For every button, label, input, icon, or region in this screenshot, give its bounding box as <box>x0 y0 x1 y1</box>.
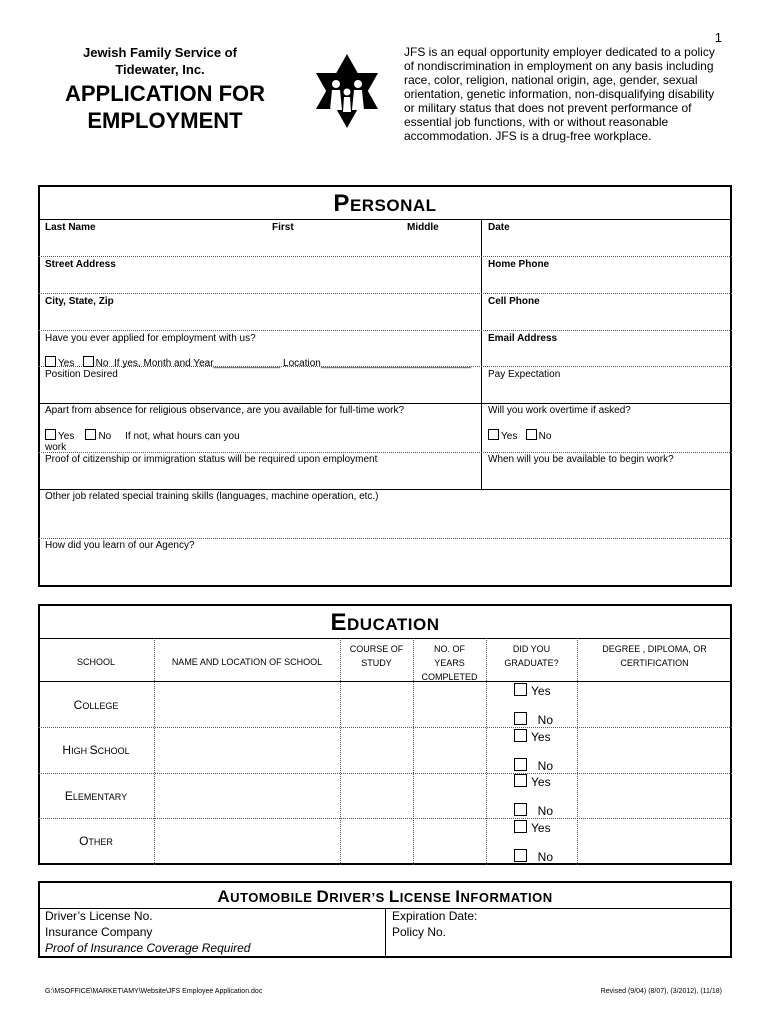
special-skills-field[interactable]: Other job related special training skills (languages, machine operation, etc.) <box>45 491 379 502</box>
insurance-proof-notice: Proof of Insurance Coverage Required <box>45 941 251 955</box>
elementary-graduate-no: No <box>514 803 553 818</box>
highschool-yes-checkbox[interactable] <box>514 729 527 742</box>
revision-info: Revised (9/04) (8/07), (3/2012), (11/18) <box>600 988 722 995</box>
position-desired-field[interactable]: Position Desired <box>45 369 118 380</box>
highschool-no-checkbox[interactable] <box>514 758 527 771</box>
insurance-company-field[interactable]: Insurance Company <box>45 925 153 939</box>
applied-no-label: No <box>95 358 109 369</box>
overtime-no-checkbox[interactable] <box>526 429 537 440</box>
org-line-2: Tidewater, Inc. <box>115 62 205 77</box>
citizenship-notice: Proof of citizenship or immigration status will be required upon employment <box>45 454 378 465</box>
personal-heading: PERSONAL <box>333 190 437 217</box>
begin-work-field[interactable]: When will you be available to begin work? <box>488 454 674 465</box>
applied-before-options <box>45 356 471 369</box>
first-name-field[interactable]: First <box>272 222 294 233</box>
pay-expectation-field[interactable]: Pay Expectation <box>488 369 561 380</box>
highschool-graduate-no: No <box>514 758 553 773</box>
overtime-no-label: No <box>538 431 552 442</box>
date-field[interactable]: Date <box>488 222 510 233</box>
col-name-header: NAME AND LOCATION OF SCHOOL <box>171 657 323 667</box>
page-number: 1 <box>714 30 722 45</box>
learn-of-agency-field[interactable]: How did you learn of our Agency? <box>45 540 195 551</box>
star-of-david-family-logo-icon <box>312 52 382 130</box>
document-path: G:\MSOFFICE\MARKET\AMY\Website\JFS Employee Application.doc <box>45 988 263 995</box>
org-line-1: Jewish Family Service of <box>83 45 237 60</box>
street-address-field[interactable]: Street Address <box>45 259 116 270</box>
elementary-graduate-yes: Yes <box>514 774 551 789</box>
policy-no-field[interactable]: Policy No. <box>392 925 447 939</box>
row-label-high-school: HIGH SCHOOL <box>62 743 130 757</box>
other-no-checkbox[interactable] <box>514 849 527 862</box>
overtime-options <box>488 429 551 442</box>
personal-section <box>38 185 732 587</box>
overtime-yes-label: Yes <box>501 431 518 442</box>
fulltime-yes-label: Yes <box>58 431 75 442</box>
last-name-field[interactable]: Last Name <box>45 222 96 233</box>
cell-phone-field[interactable]: Cell Phone <box>488 296 540 307</box>
fulltime-no-label: No <box>98 431 112 442</box>
license-heading: AUTOMOBILE DRIVER’S LICENSE INFORMATION <box>217 887 553 906</box>
education-heading: EDUCATION <box>330 609 440 636</box>
overtime-question: Will you work overtime if asked? <box>488 405 631 416</box>
college-yes-checkbox[interactable] <box>514 683 527 696</box>
elementary-yes-checkbox[interactable] <box>514 774 527 787</box>
fulltime-no-checkbox[interactable] <box>85 429 96 440</box>
other-yes-checkbox[interactable] <box>514 820 527 833</box>
col-years-header: NO. OF YEARS COMPLETED <box>421 644 478 682</box>
row-label-college: COLLEGE <box>73 698 119 712</box>
row-label-other: OTHER <box>79 834 113 848</box>
col-graduate-header: DID YOU GRADUATE? <box>504 644 559 668</box>
other-graduate-no: No <box>514 849 553 864</box>
col-school-header: SCHOOL <box>76 657 115 667</box>
fulltime-yes-checkbox[interactable] <box>45 429 56 440</box>
fulltime-options <box>45 429 240 442</box>
applied-no-checkbox[interactable] <box>83 356 94 367</box>
city-state-zip-field[interactable]: City, State, Zip <box>45 296 114 307</box>
email-address-field[interactable]: Email Address <box>488 333 558 344</box>
college-no-checkbox[interactable] <box>514 712 527 725</box>
row-label-elementary: ELEMENTARY <box>64 789 128 803</box>
home-phone-field[interactable]: Home Phone <box>488 259 550 270</box>
drivers-license-no-field[interactable]: Driver’s License No. <box>45 909 153 923</box>
overtime-yes-checkbox[interactable] <box>488 429 499 440</box>
application-title <box>40 80 290 134</box>
hours-available-field[interactable]: If not, what hours can you <box>125 431 240 442</box>
col-course-header: COURSE OF STUDY <box>349 644 404 668</box>
college-graduate-yes: Yes <box>514 683 551 698</box>
expiration-date-field[interactable]: Expiration Date: <box>392 909 478 923</box>
applied-yes-label: Yes <box>58 358 75 369</box>
title-line-2: EMPLOYMENT <box>87 108 243 133</box>
fulltime-question: Apart from absence for religious observance, are you available for full-time work? <box>45 405 405 416</box>
highschool-graduate-yes: Yes <box>514 729 551 744</box>
title-line-1: APPLICATION FOR <box>64 81 266 106</box>
middle-name-field[interactable]: Middle <box>407 222 439 233</box>
col-degree-header: DEGREE , DIPLOMA, OR CERTIFICATION <box>602 644 707 668</box>
applied-yes-checkbox[interactable] <box>45 356 56 367</box>
hours-work-label: work <box>45 442 67 453</box>
elementary-no-checkbox[interactable] <box>514 803 527 816</box>
applied-detail-field[interactable]: If yes, Month and Year____________ Location___________________________ <box>114 358 472 369</box>
college-graduate-no: No <box>514 712 553 727</box>
organization-name <box>60 44 260 78</box>
eeo-statement: JFS is an equal opportunity employer dedicated to a policy of nondiscrimination in employment on any basis including race, color, religion, national origin, age, gender, sexual orientation, genetic information, non-disqualifying disability or military status that does not prevent performance of essential job functions, with or without reasonable accommodation. JFS is a drug-free workplace. <box>404 45 715 143</box>
applied-before-question: Have you ever applied for employment with us? <box>45 333 256 344</box>
other-graduate-yes: Yes <box>514 820 551 835</box>
